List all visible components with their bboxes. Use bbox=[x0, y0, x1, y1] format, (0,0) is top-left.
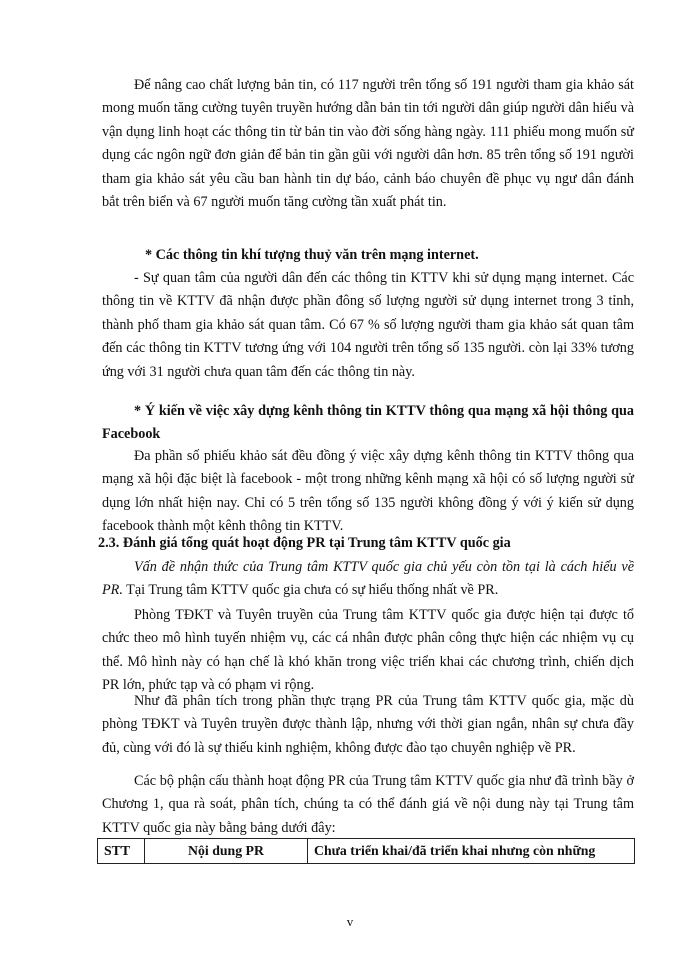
section-heading-2-3: 2.3. Đánh giá tổng quát hoạt động PR tại Trung tâm KTTV quốc gia bbox=[98, 535, 511, 551]
statement-rest: Tại Trung tâm KTTV quốc gia chưa có sự hiểu thống nhất về PR. bbox=[122, 582, 499, 599]
paragraph-survey-bulletin: Để nâng cao chất lượng bản tin, có 117 người trên tổng số 191 người tham gia khảo sát mong muốn tăng cường tuyên truyền hướng dẫn bản tin tới người dân giúp người dân hiểu và vận dụng linh hoạt các thông tin từ bản tin vào đời sống hàng ngày. 111 phiếu mong muốn sử dụng các ngôn ngữ đơn giản để bản tin gần gũi với người dân hơn. 85 trên tổng số 191 người tham gia khảo sát yêu cầu ban hành tin dự báo, cảnh báo chuyên đề phục vụ ngư dân đánh bắt trên biển và 67 người muốn tăng cường tần xuất phát tin. bbox=[102, 77, 634, 211]
paragraph-pr-awareness bbox=[102, 556, 634, 603]
header-status: Chưa triển khai/đã triển khai nhưng còn những bbox=[308, 839, 635, 864]
heading-facebook-channel: * Ý kiến về việc xây dựng kênh thông tin KTTV thông qua mạng xã hội thông qua Facebook bbox=[102, 403, 634, 443]
paragraph-pr-components: Các bộ phận cấu thành hoạt động PR của Trung tâm KTTV quốc gia như đã trình bầy ở Chương 1, qua rà soát, phân tích, chúng ta có thể đánh giá về nội dung này tại Trung tâm KTTV quốc gia này bằng bảng dưới đây: bbox=[102, 773, 634, 836]
paragraph-internet-interest: - Sự quan tâm của người dân đến các thông tin KTTV khi sử dụng mạng internet. Các thông tin về KTTV đã nhận được phần đông số lượng người sử dụng internet trong 3 tỉnh, thành phố tham gia khảo sát quan tâm. Có 67 % số lượng người tham gia khảo sát quan tâm đến các thông tin KTTV tương ứng với 104 người trên tổng số 135 người. còn lại 33% tương ứng với 31 người chưa quan tâm đến các thông tin này. bbox=[102, 270, 634, 380]
italic-statement: Vấn đề nhận thức của Trung tâm KTTV quốc gia chủ yếu còn tồn tại là cách hiểu về PR. bbox=[102, 559, 634, 599]
header-stt: STT bbox=[98, 839, 145, 864]
heading-internet-info: * Các thông tin khí tượng thuỷ văn trên mạng internet. bbox=[145, 247, 479, 263]
page-number: v bbox=[346, 914, 354, 929]
paragraph-department-model: Phòng TĐKT và Tuyên truyền của Trung tâm KTTV quốc gia được hiện tại được tổ chức theo mô hình tuyến nhiệm vụ, các cá nhân được phân công thực hiện các nhiệm vụ cụ thể. Mô hình này có hạn chế là khó khăn trong việc triển khai các chương trình, chiến dịch PR lớn, phức tạp và có phạm vi rộng. bbox=[102, 607, 634, 694]
paragraph-facebook-opinion: Đa phần số phiếu khảo sát đều đồng ý việc xây dựng kênh thông tin KTTV thông qua mạng xã hội đặc biệt là facebook - một trong những kênh mạng xã hội có số lượng người sử dụng lớn nhất hiện nay. Chỉ có 5 trên tổng số 135 người không đồng ý với ý kiến sử dụng facebook thành một kênh thông tin KTTV. bbox=[102, 448, 634, 535]
pr-evaluation-table bbox=[97, 838, 635, 864]
header-pr-content: Nội dung PR bbox=[145, 839, 308, 864]
table-header-row bbox=[98, 839, 635, 864]
paragraph-pr-status: Như đã phân tích trong phần thực trạng PR của Trung tâm KTTV quốc gia, mặc dù phòng TĐKT và Tuyên truyền được thành lập, nhưng với thời gian ngắn, nhân sự chưa đầy đủ, cùng với đó là sự thiếu kinh nghiệm, không được đào tạo chuyên nghiệp về PR. bbox=[102, 693, 634, 756]
